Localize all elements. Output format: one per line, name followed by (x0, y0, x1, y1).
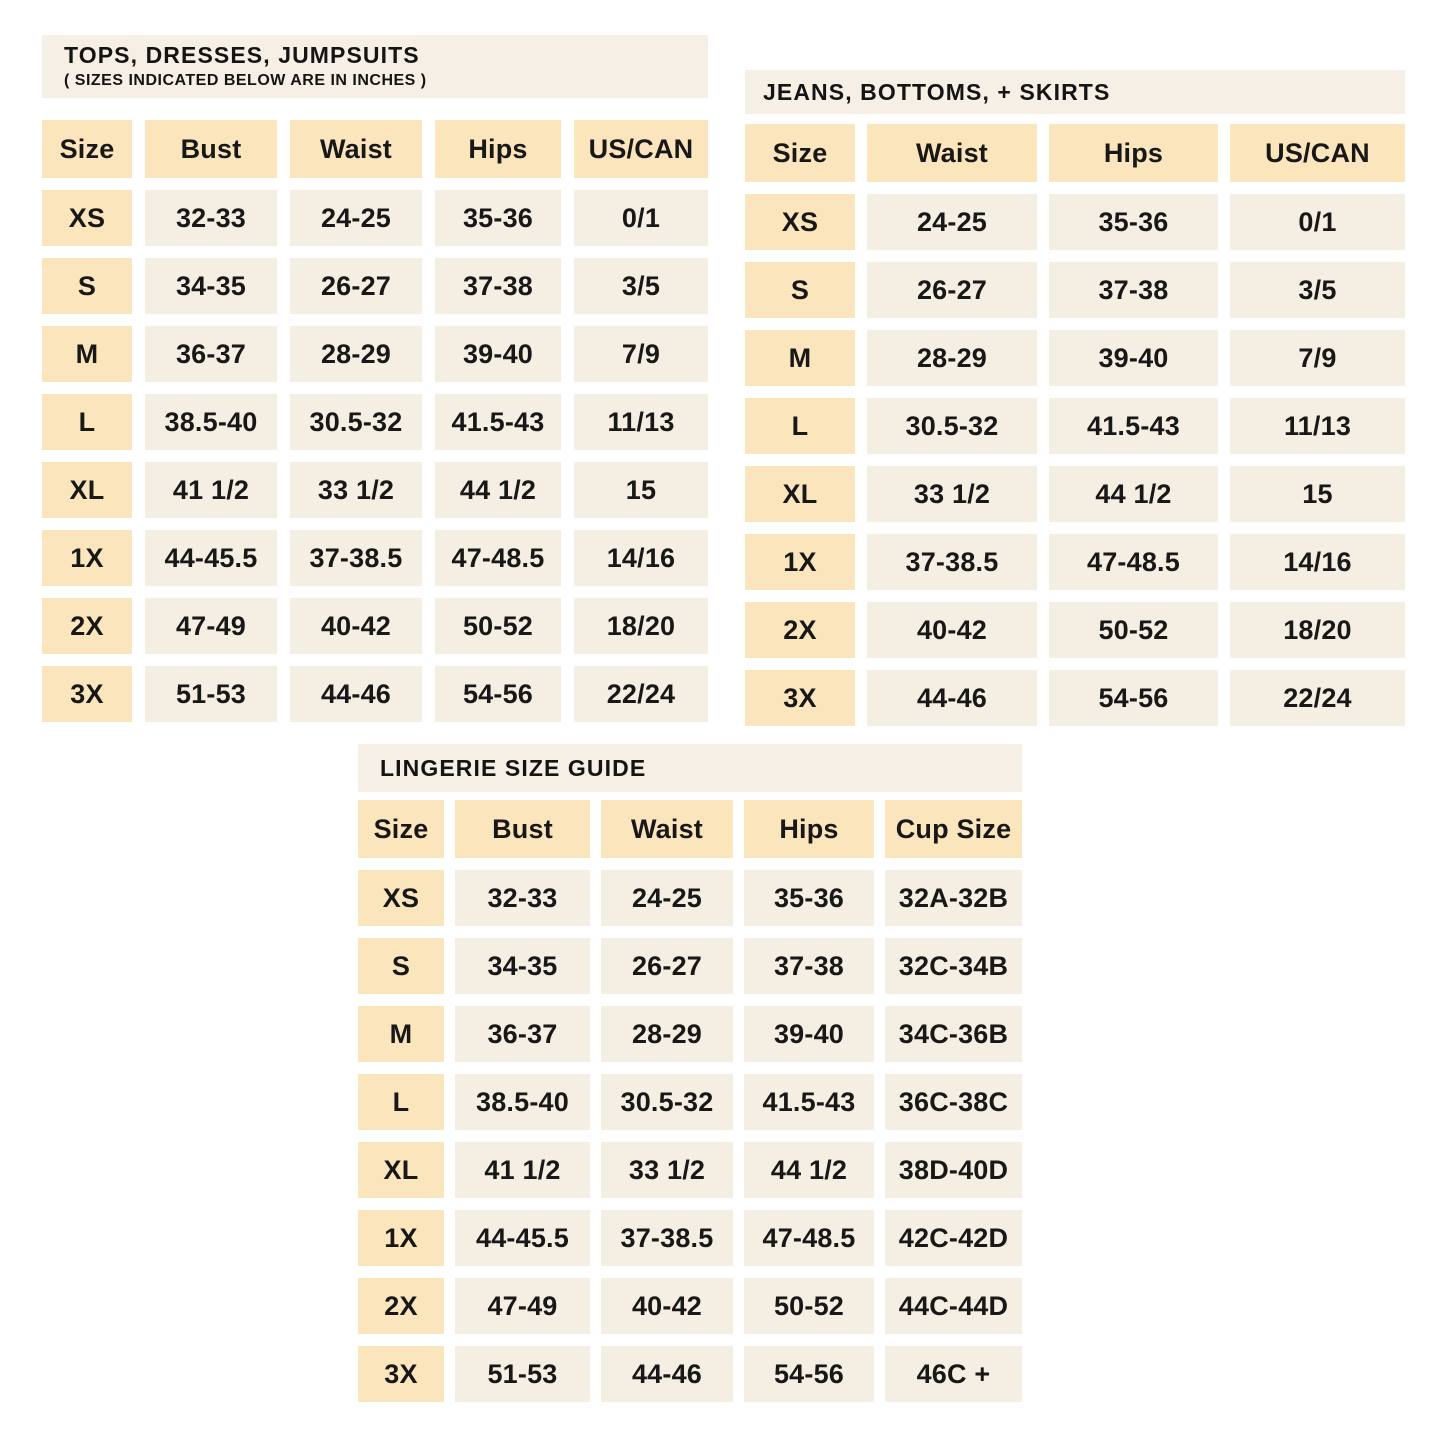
measurement-cell: 24-25 (601, 870, 733, 926)
table-title: TOPS, DRESSES, JUMPSUITS (64, 42, 420, 69)
measurement-cell: 30.5-32 (867, 398, 1037, 454)
measurement-cell: 36C-38C (885, 1074, 1022, 1130)
size-label-cell: M (42, 326, 132, 382)
measurement-cell: 26-27 (867, 262, 1037, 318)
column-header-hips: Hips (1049, 124, 1218, 182)
measurement-cell: 37-38 (744, 938, 874, 994)
measurement-cell: 47-49 (455, 1278, 590, 1334)
size-label-cell: XS (745, 194, 855, 250)
size-label-cell: L (745, 398, 855, 454)
measurement-cell: 28-29 (867, 330, 1037, 386)
table-title-banner (42, 35, 708, 98)
measurement-cell: 44C-44D (885, 1278, 1022, 1334)
size-label-cell: 2X (745, 602, 855, 658)
size-label-cell: S (42, 258, 132, 314)
column-header-waist: Waist (290, 120, 422, 178)
measurement-cell: 33 1/2 (290, 462, 422, 518)
measurement-cell: 38.5-40 (455, 1074, 590, 1130)
size-table-tops-dresses-jumpsuits (42, 35, 708, 722)
measurement-cell: 0/1 (574, 190, 708, 246)
size-label-cell: S (745, 262, 855, 318)
size-grid (745, 124, 1405, 726)
measurement-cell: 3/5 (1230, 262, 1405, 318)
measurement-cell: 15 (574, 462, 708, 518)
measurement-cell: 44-46 (867, 670, 1037, 726)
measurement-cell: 50-52 (744, 1278, 874, 1334)
measurement-cell: 44 1/2 (744, 1142, 874, 1198)
measurement-cell: 24-25 (867, 194, 1037, 250)
measurement-cell: 41.5-43 (435, 394, 561, 450)
measurement-cell: 50-52 (435, 598, 561, 654)
size-label-cell: 2X (358, 1278, 444, 1334)
size-label-cell: 2X (42, 598, 132, 654)
measurement-cell: 54-56 (744, 1346, 874, 1402)
measurement-cell: 0/1 (1230, 194, 1405, 250)
size-grid (358, 800, 1022, 1402)
measurement-cell: 39-40 (1049, 330, 1218, 386)
measurement-cell: 32-33 (455, 870, 590, 926)
table-title-banner (745, 70, 1405, 114)
measurement-cell: 47-48.5 (744, 1210, 874, 1266)
measurement-cell: 42C-42D (885, 1210, 1022, 1266)
measurement-cell: 34-35 (455, 938, 590, 994)
table-title-banner (358, 744, 1022, 792)
measurement-cell: 40-42 (867, 602, 1037, 658)
measurement-cell: 33 1/2 (601, 1142, 733, 1198)
table-title: LINGERIE SIZE GUIDE (380, 754, 647, 781)
measurement-cell: 34C-36B (885, 1006, 1022, 1062)
measurement-cell: 26-27 (290, 258, 422, 314)
measurement-cell: 14/16 (1230, 534, 1405, 590)
measurement-cell: 7/9 (1230, 330, 1405, 386)
measurement-cell: 35-36 (435, 190, 561, 246)
column-header-waist: Waist (867, 124, 1037, 182)
measurement-cell: 30.5-32 (601, 1074, 733, 1130)
measurement-cell: 54-56 (1049, 670, 1218, 726)
size-label-cell: XS (42, 190, 132, 246)
measurement-cell: 24-25 (290, 190, 422, 246)
measurement-cell: 47-48.5 (435, 530, 561, 586)
measurement-cell: 51-53 (455, 1346, 590, 1402)
column-header-size: Size (42, 120, 132, 178)
measurement-cell: 11/13 (574, 394, 708, 450)
table-subtitle: ( SIZES INDICATED BELOW ARE IN INCHES ) (64, 71, 427, 89)
measurement-cell: 39-40 (435, 326, 561, 382)
measurement-cell: 37-38 (1049, 262, 1218, 318)
measurement-cell: 44 1/2 (435, 462, 561, 518)
size-label-cell: XL (42, 462, 132, 518)
measurement-cell: 44 1/2 (1049, 466, 1218, 522)
size-label-cell: 1X (42, 530, 132, 586)
measurement-cell: 28-29 (290, 326, 422, 382)
size-table-lingerie (358, 744, 1022, 1402)
measurement-cell: 35-36 (744, 870, 874, 926)
measurement-cell: 18/20 (1230, 602, 1405, 658)
column-header-bust: Bust (145, 120, 277, 178)
column-header-hips: Hips (744, 800, 874, 858)
measurement-cell: 18/20 (574, 598, 708, 654)
size-label-cell: L (358, 1074, 444, 1130)
measurement-cell: 34-35 (145, 258, 277, 314)
size-label-cell: 1X (358, 1210, 444, 1266)
size-table-jeans-bottoms-skirts (745, 70, 1405, 726)
measurement-cell: 41.5-43 (744, 1074, 874, 1130)
measurement-cell: 32A-32B (885, 870, 1022, 926)
measurement-cell: 39-40 (744, 1006, 874, 1062)
measurement-cell: 36-37 (145, 326, 277, 382)
measurement-cell: 38.5-40 (145, 394, 277, 450)
measurement-cell: 37-38.5 (601, 1210, 733, 1266)
size-label-cell: 3X (358, 1346, 444, 1402)
size-label-cell: XL (745, 466, 855, 522)
measurement-cell: 32-33 (145, 190, 277, 246)
column-header-us-can: US/CAN (574, 120, 708, 178)
measurement-cell: 37-38 (435, 258, 561, 314)
measurement-cell: 47-48.5 (1049, 534, 1218, 590)
size-label-cell: 1X (745, 534, 855, 590)
measurement-cell: 41 1/2 (455, 1142, 590, 1198)
measurement-cell: 33 1/2 (867, 466, 1037, 522)
column-header-size: Size (745, 124, 855, 182)
size-label-cell: M (745, 330, 855, 386)
measurement-cell: 51-53 (145, 666, 277, 722)
measurement-cell: 54-56 (435, 666, 561, 722)
measurement-cell: 46C + (885, 1346, 1022, 1402)
measurement-cell: 44-45.5 (145, 530, 277, 586)
measurement-cell: 47-49 (145, 598, 277, 654)
measurement-cell: 28-29 (601, 1006, 733, 1062)
column-header-us-can: US/CAN (1230, 124, 1405, 182)
measurement-cell: 3/5 (574, 258, 708, 314)
column-header-bust: Bust (455, 800, 590, 858)
measurement-cell: 26-27 (601, 938, 733, 994)
size-grid (42, 120, 708, 722)
measurement-cell: 38D-40D (885, 1142, 1022, 1198)
measurement-cell: 44-46 (290, 666, 422, 722)
measurement-cell: 15 (1230, 466, 1405, 522)
measurement-cell: 50-52 (1049, 602, 1218, 658)
measurement-cell: 7/9 (574, 326, 708, 382)
size-label-cell: XS (358, 870, 444, 926)
measurement-cell: 30.5-32 (290, 394, 422, 450)
size-label-cell: M (358, 1006, 444, 1062)
measurement-cell: 40-42 (601, 1278, 733, 1334)
size-label-cell: L (42, 394, 132, 450)
measurement-cell: 32C-34B (885, 938, 1022, 994)
size-label-cell: 3X (42, 666, 132, 722)
column-header-waist: Waist (601, 800, 733, 858)
measurement-cell: 22/24 (574, 666, 708, 722)
measurement-cell: 37-38.5 (867, 534, 1037, 590)
measurement-cell: 35-36 (1049, 194, 1218, 250)
size-label-cell: 3X (745, 670, 855, 726)
measurement-cell: 40-42 (290, 598, 422, 654)
measurement-cell: 41.5-43 (1049, 398, 1218, 454)
measurement-cell: 37-38.5 (290, 530, 422, 586)
measurement-cell: 14/16 (574, 530, 708, 586)
measurement-cell: 11/13 (1230, 398, 1405, 454)
size-label-cell: S (358, 938, 444, 994)
measurement-cell: 41 1/2 (145, 462, 277, 518)
measurement-cell: 44-45.5 (455, 1210, 590, 1266)
measurement-cell: 36-37 (455, 1006, 590, 1062)
measurement-cell: 22/24 (1230, 670, 1405, 726)
column-header-hips: Hips (435, 120, 561, 178)
column-header-cup-size: Cup Size (885, 800, 1022, 858)
size-label-cell: XL (358, 1142, 444, 1198)
measurement-cell: 44-46 (601, 1346, 733, 1402)
table-title: JEANS, BOTTOMS, + SKIRTS (763, 78, 1111, 105)
column-header-size: Size (358, 800, 444, 858)
